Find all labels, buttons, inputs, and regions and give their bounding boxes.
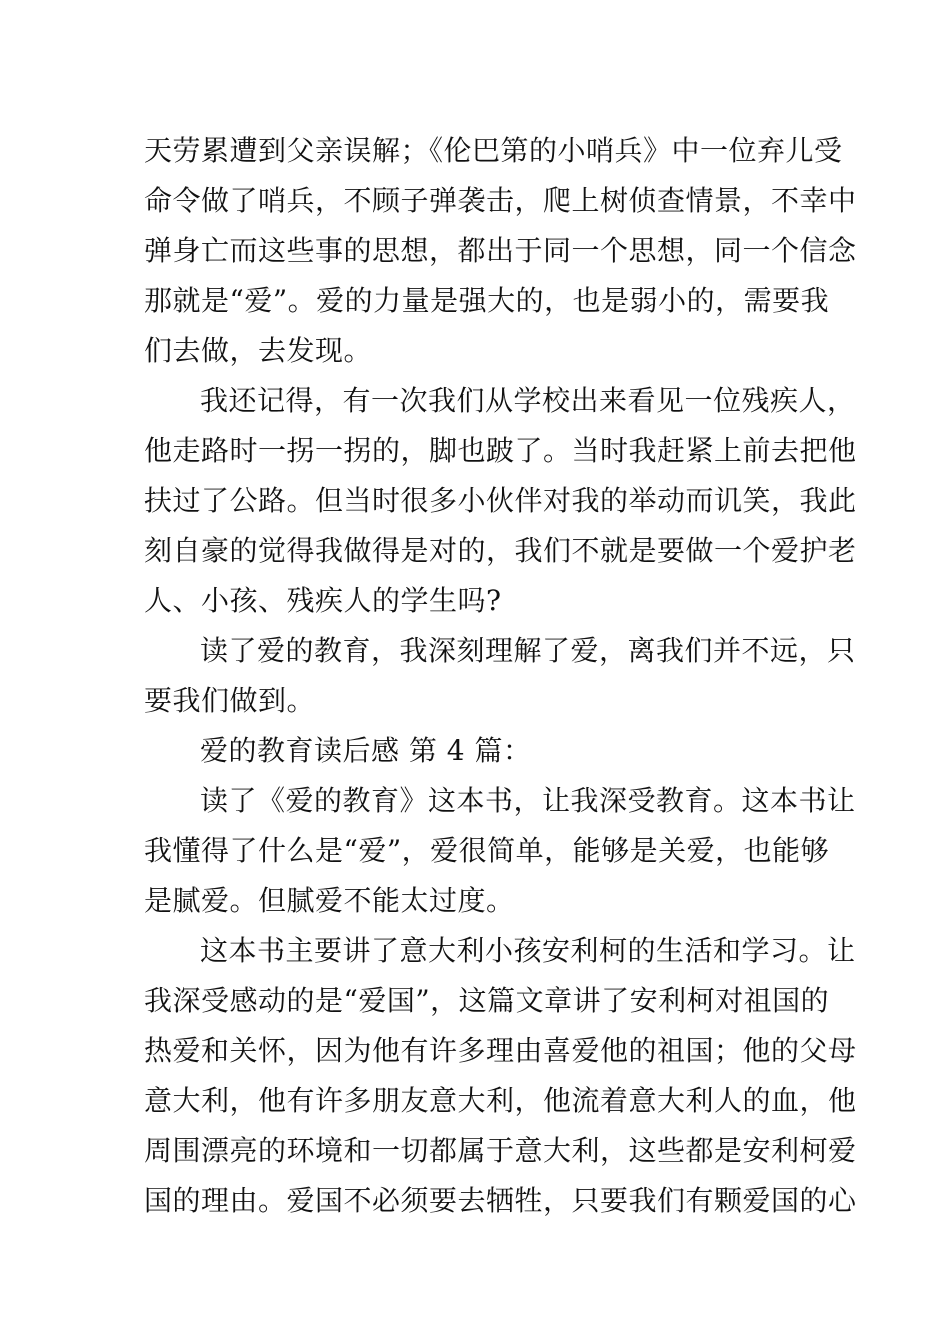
paragraph-line: 们去做，去发现。 (144, 334, 373, 367)
paragraph-line: 命令做了哨兵，不顾子弹袭击，爬上树侦查情景，不幸中 (144, 184, 857, 217)
paragraph-line: 意大利，他有许多朋友意大利，他流着意大利人的血，他 (144, 1084, 857, 1117)
paragraph-line: 周围漂亮的环境和一切都属于意大利，这些都是安利柯爱 (144, 1134, 857, 1167)
paragraph-line: 我还记得，有一次我们从学校出来看见一位残疾人， (200, 384, 856, 417)
paragraph-line: 他走路时一拐一拐的，脚也跛了。当时我赶紧上前去把他 (144, 434, 857, 467)
paragraph-line: 是腻爱。但腻爱不能太过度。 (144, 884, 515, 917)
paragraph-line: 读了爱的教育，我深刻理解了爱，离我们并不远，只 (200, 634, 856, 667)
paragraph-line: 扶过了公路。但当时很多小伙伴对我的举动而讥笑，我此 (144, 484, 857, 517)
paragraph-line: 国的理由。爱国不必须要去牺牲，只要我们有颗爱国的心 (144, 1184, 857, 1217)
paragraph-line: 我懂得了什么是“爱”，爱很简单，能够是关爱，也能够 (144, 834, 830, 867)
paragraph-line: 人、小孩、残疾人的学生吗? (144, 584, 502, 617)
paragraph-line: 我深受感动的是“爱国”，这篇文章讲了安利柯对祖国的 (144, 984, 830, 1017)
paragraph-line: 这本书主要讲了意大利小孩安利柯的生活和学习。让 (200, 934, 856, 967)
paragraph-line: 热爱和关怀，因为他有许多理由喜爱他的祖国；他的父母 (144, 1034, 857, 1067)
paragraph-line: 刻自豪的觉得我做得是对的，我们不就是要做一个爱护老 (144, 534, 857, 567)
paragraph-line: 弹身亡而这些事的思想，都出于同一个思想，同一个信念 (144, 234, 857, 267)
section-heading: 爱的教育读后感 第 4 篇： (200, 734, 532, 767)
paragraph-line: 天劳累遭到父亲误解；《伦巴第的小哨兵》中一位弃儿受 (144, 134, 843, 167)
paragraph-line: 要我们做到。 (144, 684, 316, 717)
paragraph-line: 那就是“爱”。爱的力量是强大的，也是弱小的，需要我 (144, 284, 830, 317)
paragraph-line: 读了《爱的教育》这本书，让我深受教育。这本书让 (200, 784, 856, 817)
document-page (144, 126, 857, 1226)
